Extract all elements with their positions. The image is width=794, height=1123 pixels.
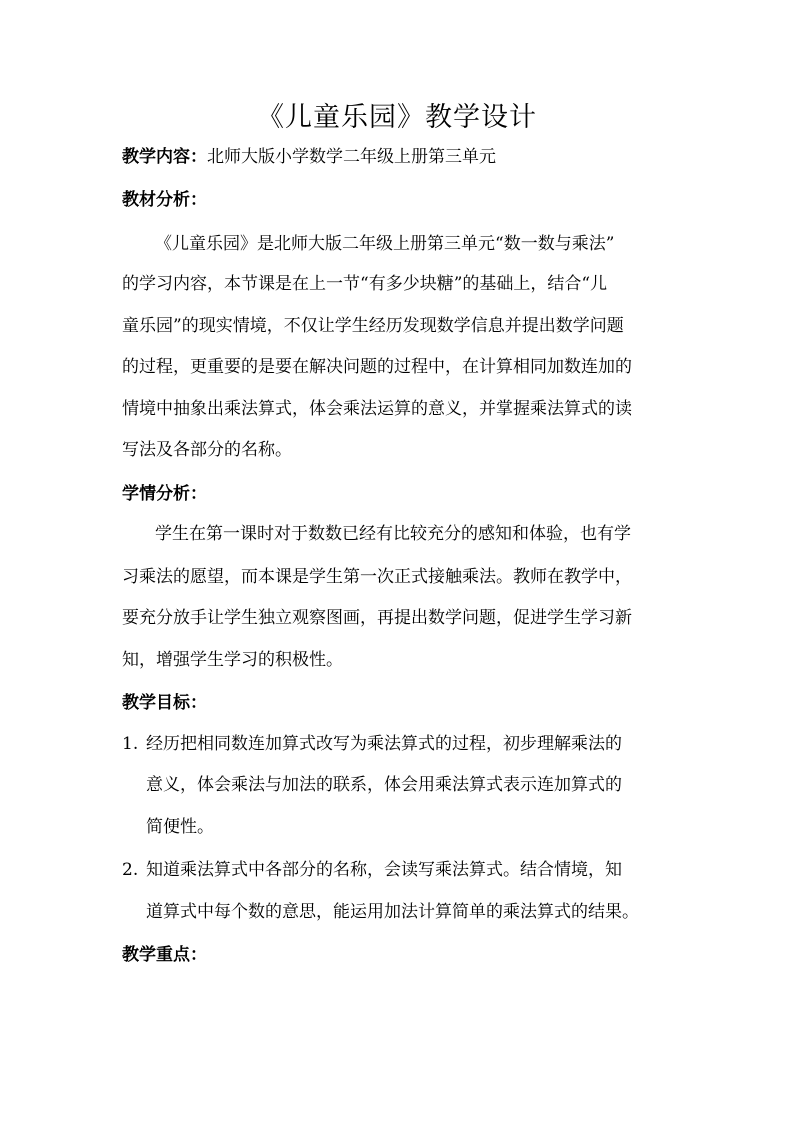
material-paragraph-line: 的学习内容，本节课是在上一节“有多少块糖”的基础上，结合“儿	[122, 274, 608, 294]
material-paragraph-line: 情境中抽象出乘法算式，体会乘法运算的意义，并掌握乘法算式的读	[122, 399, 632, 419]
student-paragraph-line: 学生在第一课时对于数数已经有比较充分的感知和体验，也有学	[155, 524, 631, 544]
goal-line: 道算式中每个数的意思，能运用加法计算简单的乘法算式的结果。	[146, 902, 639, 922]
goal-line: 经历把相同数连加算式改写为乘法算式的过程，初步理解乘法的	[146, 734, 622, 754]
goal-number: 2.	[122, 860, 139, 880]
key-points-heading: 教学重点：	[122, 945, 207, 965]
student-paragraph-line: 习乘法的愿望，而本课是学生第一次正式接触乘法。教师在教学中，	[122, 567, 632, 587]
teaching-content-line	[122, 145, 496, 169]
material-paragraph-line: 《儿童乐园》是北师大版二年级上册第三单元“数一数与乘法”	[155, 234, 615, 254]
goal-line: 简便性。	[146, 817, 214, 837]
material-paragraph-line: 写法及各部分的名称。	[122, 440, 292, 460]
student-analysis-heading: 学情分析：	[122, 484, 207, 504]
goal-item	[122, 858, 622, 882]
teaching-content-label: 教学内容：	[122, 147, 207, 167]
teaching-content-value: 北师大版小学数学二年级上册第三单元	[207, 147, 496, 167]
goal-item	[122, 732, 622, 756]
material-paragraph-line: 的过程，更重要的是要在解决问题的过程中，在计算相同加数连加的	[122, 357, 632, 377]
material-analysis-heading: 教材分析：	[122, 190, 207, 210]
goal-number: 1.	[122, 734, 139, 754]
teaching-goals-heading: 教学目标：	[122, 693, 207, 713]
student-paragraph-line: 知，增强学生学习的积极性。	[122, 650, 343, 670]
goal-line: 意义，体会乘法与加法的联系，体会用乘法算式表示连加算式的	[146, 775, 622, 795]
goal-line: 知道乘法算式中各部分的名称，会读写乘法算式。结合情境，知	[146, 860, 622, 880]
material-paragraph-line: 童乐园”的现实情境，不仅让学生经历发现数学信息并提出数学问题	[122, 316, 624, 336]
document-title: 《儿童乐园》教学设计	[257, 102, 537, 133]
student-paragraph-line: 要充分放手让学生独立观察图画，再提出数学问题，促进学生学习新	[122, 608, 632, 628]
